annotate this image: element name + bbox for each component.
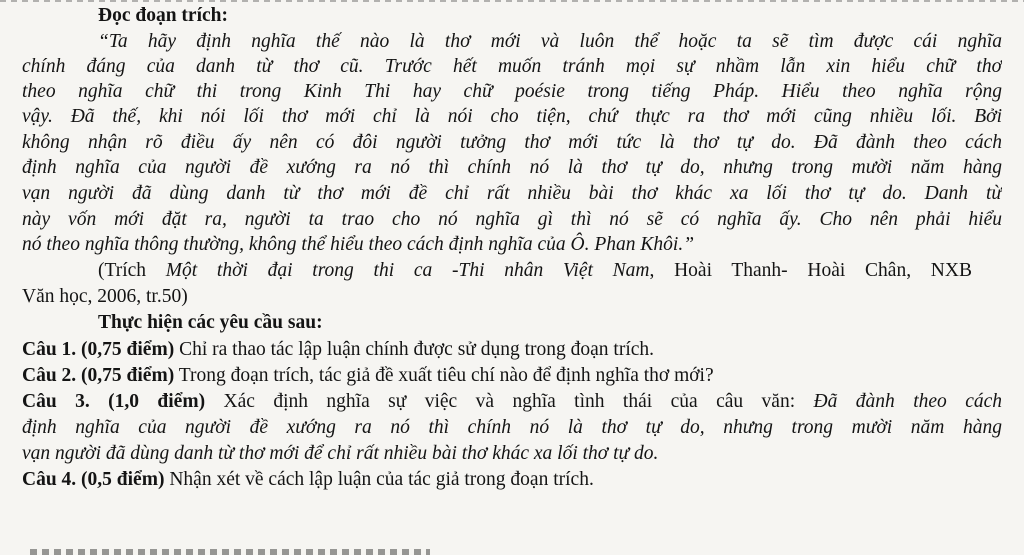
question-3-quote-line-3: vạn người đã dùng danh từ thơ mới để chỉ rất nhiều bài thơ khác xa lối thơ tự do. xyxy=(22,443,659,464)
question-4 xyxy=(22,467,1002,493)
question-2-label: Câu 2. (0,75 điểm) xyxy=(22,365,175,386)
source-citation-line-2: Văn học, 2006, tr.50) xyxy=(22,286,188,307)
question-2-text: Trong đoạn trích, tác giả đề xuất tiêu chí nào để định nghĩa thơ mới? xyxy=(174,365,714,386)
excerpt-line-2: chính đáng của danh từ thơ cũ. Trước hết muốn tránh mọi sự nhầm lẫn xin hiểu chữ thơ xyxy=(22,56,1002,77)
question-3-quote-line-2: định nghĩa của người đề xướng ra nó thì chính nó là thơ tự do, nhưng trong mười năm hàng xyxy=(22,417,1002,438)
tasks-heading: Thực hiện các yêu cầu sau: xyxy=(98,312,323,333)
excerpt-line-3: theo nghĩa chữ thi trong Kinh Thi hay chữ poésie trong tiếng Pháp. Hiểu theo nghĩa rộng xyxy=(22,81,1002,102)
source-prefix: (Trích xyxy=(98,260,166,281)
excerpt-line-9: nó theo nghĩa thông thường, không thể hiểu theo cách định nghĩa của Ô. Phan Khôi.” xyxy=(22,234,695,255)
excerpt-line-5: không nhận rõ điều ấy nên có đôi người tưởng thơ mới tức là thơ tự do. Đã đành theo cách xyxy=(22,132,1002,153)
cropped-text-bottom xyxy=(30,549,430,555)
excerpt-line-6: định nghĩa của người đề xướng ra nó thì chính nó là thơ tự do, nhưng trong mười năm hàng xyxy=(22,157,1002,178)
question-3-quote-line-1: Đã đành theo cách xyxy=(813,391,1002,412)
heading-doc-doan-trich: Đọc đoạn trích: xyxy=(98,5,228,26)
question-3-text: Xác định nghĩa sự việc và nghĩa tình thái của câu văn: xyxy=(205,391,814,412)
question-1-label: Câu 1. (0,75 điểm) xyxy=(22,339,175,360)
question-1-text: Chỉ ra thao tác lập luận chính được sử dụng trong đoạn trích. xyxy=(174,339,655,360)
excerpt-line-8: này vốn mới đặt ra, người ta trao cho nó nghĩa gì thì nó sẽ có nghĩa ấy. Cho nên phải hiểu xyxy=(22,209,1002,230)
source-citation xyxy=(98,258,972,284)
question-4-text: Nhận xét về cách lập luận của tác giả trong đoạn trích. xyxy=(164,469,594,490)
cropped-text-top xyxy=(0,0,1024,2)
question-1 xyxy=(22,337,1002,363)
source-suffix: , Hoài Thanh- Hoài Chân, NXB xyxy=(649,260,972,281)
question-3 xyxy=(22,389,1002,415)
excerpt-line-1: “Ta hãy định nghĩa thế nào là thơ mới và luôn thể hoặc ta sẽ tìm được cái nghĩa xyxy=(98,31,1002,52)
source-title: Một thời đại trong thi ca -Thi nhân Việt Nam xyxy=(165,260,650,281)
question-2 xyxy=(22,363,1002,389)
question-4-label: Câu 4. (0,5 điểm) xyxy=(22,469,165,490)
excerpt-line-4: vậy. Đã thế, khi nói lối thơ mới chỉ là nói cho tiện, chứ thực ra thơ mới cũng nhiều lối. Bởi xyxy=(22,106,1002,127)
question-3-label: Câu 3. (1,0 điểm) xyxy=(22,391,206,412)
excerpt-line-7: vạn người đã dùng danh từ thơ mới đề chỉ rất nhiều bài thơ khác xa lối thơ tự do. Danh từ xyxy=(22,183,1002,204)
